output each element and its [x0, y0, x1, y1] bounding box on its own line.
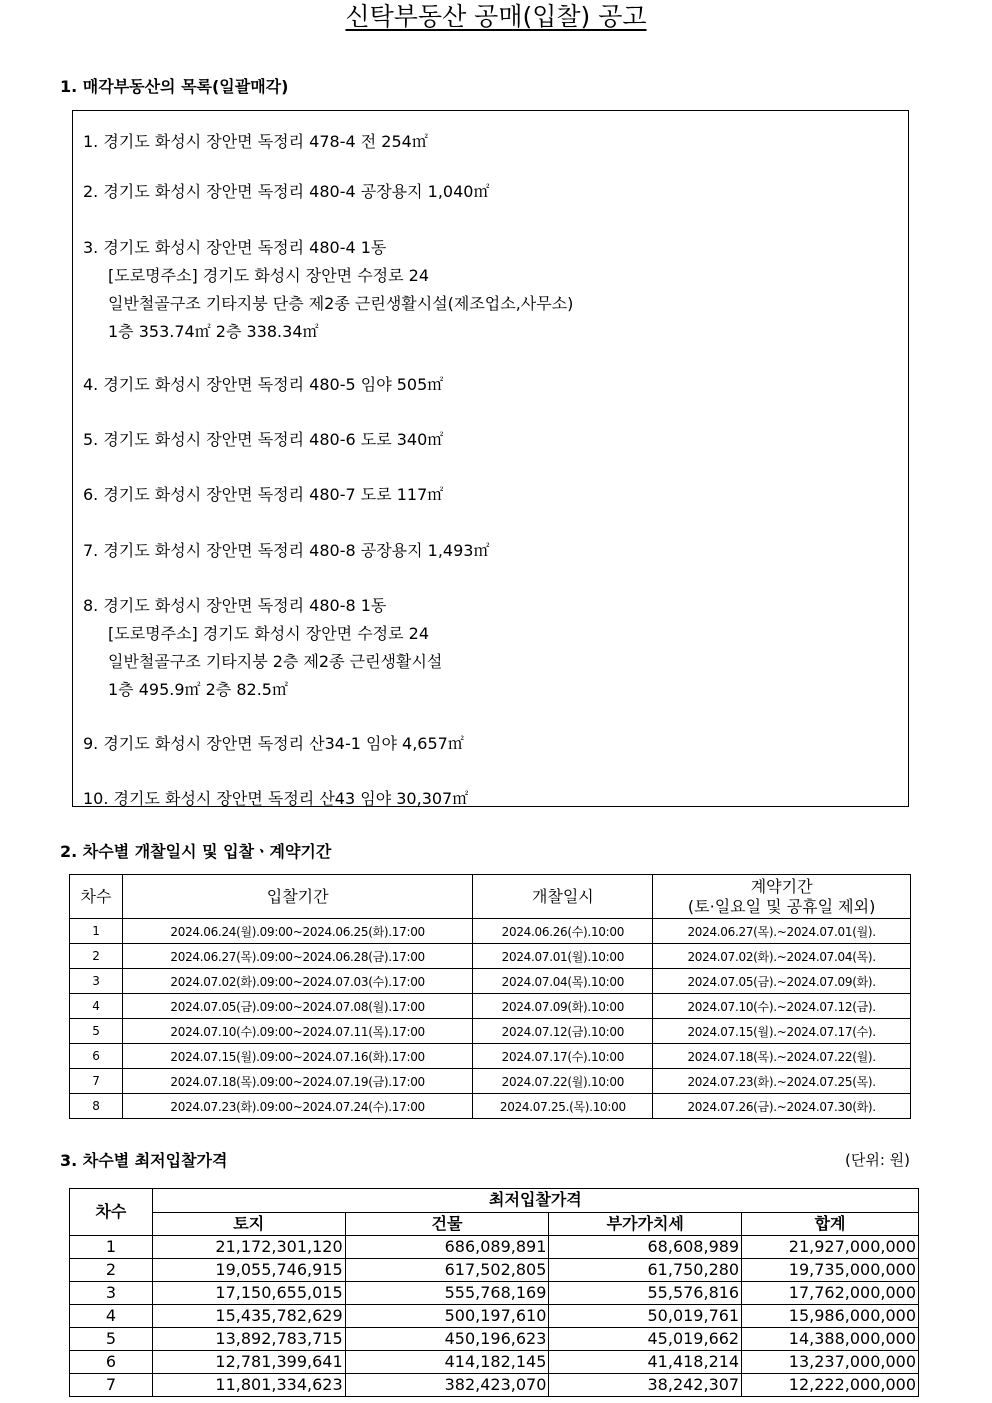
property-structure: 일반철골구조 기타지붕 2층 제2종 근린생활시설 — [108, 652, 443, 671]
vat-cell: 38,242,307 — [549, 1374, 742, 1397]
bid-period-cell: 2024.07.23(화).09:00~2024.07.24(수).17:00 — [122, 1094, 473, 1119]
schedule-table — [69, 874, 911, 1119]
vat-cell: 50,019,761 — [549, 1305, 742, 1328]
unit-label: (단위: 원) — [845, 1151, 910, 1169]
contract-period-cell: 2024.07.05(금).~2024.07.09(화). — [653, 969, 911, 994]
bid-period-cell: 2024.07.10(수).09:00~2024.07.11(목).17:00 — [122, 1019, 473, 1044]
section2-heading: 2. 차수별 개찰일시 및 입찰ㆍ계약기간 — [60, 842, 332, 861]
contract-period-cell: 2024.07.26(금).~2024.07.30(화). — [653, 1094, 911, 1119]
building-cell: 500,197,610 — [345, 1305, 549, 1328]
open-date-cell: 2024.07.01(월).10:00 — [473, 944, 653, 969]
vat-cell: 61,750,280 — [549, 1259, 742, 1282]
open-date-cell: 2024.07.04(목).10:00 — [473, 969, 653, 994]
round-cell: 1 — [70, 1236, 153, 1259]
building-cell: 686,089,891 — [345, 1236, 549, 1259]
table-row — [70, 1044, 911, 1069]
land-cell: 21,172,301,120 — [152, 1236, 345, 1259]
property-item — [83, 537, 489, 565]
col-header-vat: 부가가치세 — [549, 1212, 742, 1236]
col-header-bid-period: 입찰기간 — [122, 875, 473, 919]
col-header-min-price-group: 최저입찰가격 — [152, 1189, 918, 1213]
contract-period-cell: 2024.07.15(월).~2024.07.17(수). — [653, 1019, 911, 1044]
round-cell: 1 — [70, 919, 123, 944]
minimum-price-table — [69, 1188, 919, 1397]
round-cell: 7 — [70, 1374, 153, 1397]
table-row — [70, 944, 911, 969]
contract-period-cell: 2024.07.18(목).~2024.07.22(월). — [653, 1044, 911, 1069]
bid-period-cell: 2024.07.05(금).09:00~2024.07.08(월).17:00 — [122, 994, 473, 1019]
round-cell: 3 — [70, 969, 123, 994]
total-cell: 12,222,000,000 — [742, 1374, 919, 1397]
section1-heading: 1. 매각부동산의 목록(일괄매각) — [60, 77, 289, 96]
property-line: 1. 경기도 화성시 장안면 독정리 478-4 전 254㎡ — [83, 132, 428, 151]
table-row — [70, 1351, 919, 1374]
total-cell: 15,986,000,000 — [742, 1305, 919, 1328]
table-row — [70, 1019, 911, 1044]
building-cell: 414,182,145 — [345, 1351, 549, 1374]
table-row — [70, 1094, 911, 1119]
land-cell: 13,892,783,715 — [152, 1328, 345, 1351]
building-cell: 555,768,169 — [345, 1282, 549, 1305]
table-header-row — [70, 1189, 919, 1213]
col-header-contract-period — [653, 875, 911, 919]
property-line: 7. 경기도 화성시 장안면 독정리 480-8 공장용지 1,493㎡ — [83, 541, 490, 560]
property-item — [83, 128, 428, 156]
property-line: 3. 경기도 화성시 장안면 독정리 480-4 1동 — [83, 238, 387, 257]
vat-cell: 68,608,989 — [549, 1236, 742, 1259]
bid-period-cell: 2024.06.24(월).09:00~2024.06.25(화).17:00 — [122, 919, 473, 944]
open-date-cell: 2024.06.26(수).10:00 — [473, 919, 653, 944]
land-cell: 15,435,782,629 — [152, 1305, 345, 1328]
table-header-row — [70, 1212, 919, 1236]
vat-cell: 41,418,214 — [549, 1351, 742, 1374]
col-header-land: 토지 — [152, 1212, 345, 1236]
building-cell: 382,423,070 — [345, 1374, 549, 1397]
total-cell: 21,927,000,000 — [742, 1236, 919, 1259]
property-road-address: [도로명주소] 경기도 화성시 장안면 수정로 24 — [108, 624, 430, 643]
table-row — [70, 919, 911, 944]
col-header-building: 건물 — [345, 1212, 549, 1236]
round-cell: 4 — [70, 1305, 153, 1328]
property-item — [83, 371, 443, 399]
open-date-cell: 2024.07.25.(목).10:00 — [473, 1094, 653, 1119]
contract-period-cell: 2024.07.23(화).~2024.07.25(목). — [653, 1069, 911, 1094]
round-cell: 2 — [70, 944, 123, 969]
section3-heading: 3. 차수별 최저입찰가격 — [60, 1151, 228, 1170]
property-line: 2. 경기도 화성시 장안면 독정리 480-4 공장용지 1,040㎡ — [83, 182, 490, 201]
property-floor-area: 1층 495.9㎡ 2층 82.5㎡ — [108, 680, 288, 699]
property-road-address: [도로명주소] 경기도 화성시 장안면 수정로 24 — [108, 266, 430, 285]
table-row — [70, 1282, 919, 1305]
land-cell: 11,801,334,623 — [152, 1374, 345, 1397]
table-row — [70, 1069, 911, 1094]
property-item — [83, 592, 442, 704]
property-item — [83, 730, 464, 758]
table-row — [70, 969, 911, 994]
round-cell: 5 — [70, 1328, 153, 1351]
open-date-cell: 2024.07.22(월).10:00 — [473, 1069, 653, 1094]
round-cell: 5 — [70, 1019, 123, 1044]
table-row — [70, 1328, 919, 1351]
round-cell: 4 — [70, 994, 123, 1019]
property-item — [83, 234, 573, 346]
property-line: 10. 경기도 화성시 장안면 독정리 산43 임야 30,307㎡ — [83, 789, 469, 807]
property-line: 5. 경기도 화성시 장안면 독정리 480-6 도로 340㎡ — [83, 430, 444, 449]
page-title-text: 신탁부동산 공매(입찰) 공고 — [345, 2, 647, 31]
table-row — [70, 1236, 919, 1259]
round-cell: 2 — [70, 1259, 153, 1282]
open-date-cell: 2024.07.09(화).10:00 — [473, 994, 653, 1019]
col-header-total: 합계 — [742, 1212, 919, 1236]
contract-period-note: (토·일요일 및 공휴일 제외) — [687, 896, 876, 916]
total-cell: 14,388,000,000 — [742, 1328, 919, 1351]
total-cell: 19,735,000,000 — [742, 1259, 919, 1282]
round-cell: 6 — [70, 1044, 123, 1069]
land-cell: 12,781,399,641 — [152, 1351, 345, 1374]
total-cell: 13,237,000,000 — [742, 1351, 919, 1374]
property-structure: 일반철골구조 기타지붕 단층 제2종 근린생활시설(제조업소,사무소) — [108, 294, 574, 313]
property-item — [83, 481, 443, 509]
building-cell: 617,502,805 — [345, 1259, 549, 1282]
col-header-round: 차수 — [70, 1189, 153, 1236]
contract-period-cell: 2024.06.27(목).~2024.07.01(월). — [653, 919, 911, 944]
property-list-box — [72, 110, 909, 807]
property-line: 4. 경기도 화성시 장안면 독정리 480-5 임야 505㎡ — [83, 375, 444, 394]
building-cell: 450,196,623 — [345, 1328, 549, 1351]
bid-period-cell: 2024.07.02(화).09:00~2024.07.03(수).17:00 — [122, 969, 473, 994]
contract-period-label: 계약기간 — [750, 876, 813, 896]
contract-period-cell: 2024.07.10(수).~2024.07.12(금). — [653, 994, 911, 1019]
table-row — [70, 1374, 919, 1397]
property-item — [83, 785, 468, 807]
round-cell: 8 — [70, 1094, 123, 1119]
property-line: 8. 경기도 화성시 장안면 독정리 480-8 1동 — [83, 596, 387, 615]
total-cell: 17,762,000,000 — [742, 1282, 919, 1305]
page-title — [0, 0, 992, 34]
round-cell: 6 — [70, 1351, 153, 1374]
property-floor-area: 1층 353.74㎡ 2층 338.34㎡ — [108, 322, 319, 341]
bid-period-cell: 2024.06.27(목).09:00~2024.06.28(금).17:00 — [122, 944, 473, 969]
bid-period-cell: 2024.07.18(목).09:00~2024.07.19(금).17:00 — [122, 1069, 473, 1094]
table-row — [70, 1259, 919, 1282]
round-cell: 3 — [70, 1282, 153, 1305]
contract-period-cell: 2024.07.02(화).~2024.07.04(목). — [653, 944, 911, 969]
property-item — [83, 178, 489, 206]
property-line: 6. 경기도 화성시 장안면 독정리 480-7 도로 117㎡ — [83, 485, 444, 504]
table-row — [70, 1305, 919, 1328]
col-header-round: 차수 — [70, 875, 123, 919]
bid-period-cell: 2024.07.15(월).09:00~2024.07.16(화).17:00 — [122, 1044, 473, 1069]
open-date-cell: 2024.07.12(금).10:00 — [473, 1019, 653, 1044]
property-item — [83, 426, 443, 454]
vat-cell: 45,019,662 — [549, 1328, 742, 1351]
col-header-open-date: 개찰일시 — [473, 875, 653, 919]
land-cell: 17,150,655,015 — [152, 1282, 345, 1305]
vat-cell: 55,576,816 — [549, 1282, 742, 1305]
table-row — [70, 994, 911, 1019]
round-cell: 7 — [70, 1069, 123, 1094]
table-header-row — [70, 875, 911, 919]
property-line: 9. 경기도 화성시 장안면 독정리 산34-1 임야 4,657㎡ — [83, 734, 464, 753]
open-date-cell: 2024.07.17(수).10:00 — [473, 1044, 653, 1069]
land-cell: 19,055,746,915 — [152, 1259, 345, 1282]
